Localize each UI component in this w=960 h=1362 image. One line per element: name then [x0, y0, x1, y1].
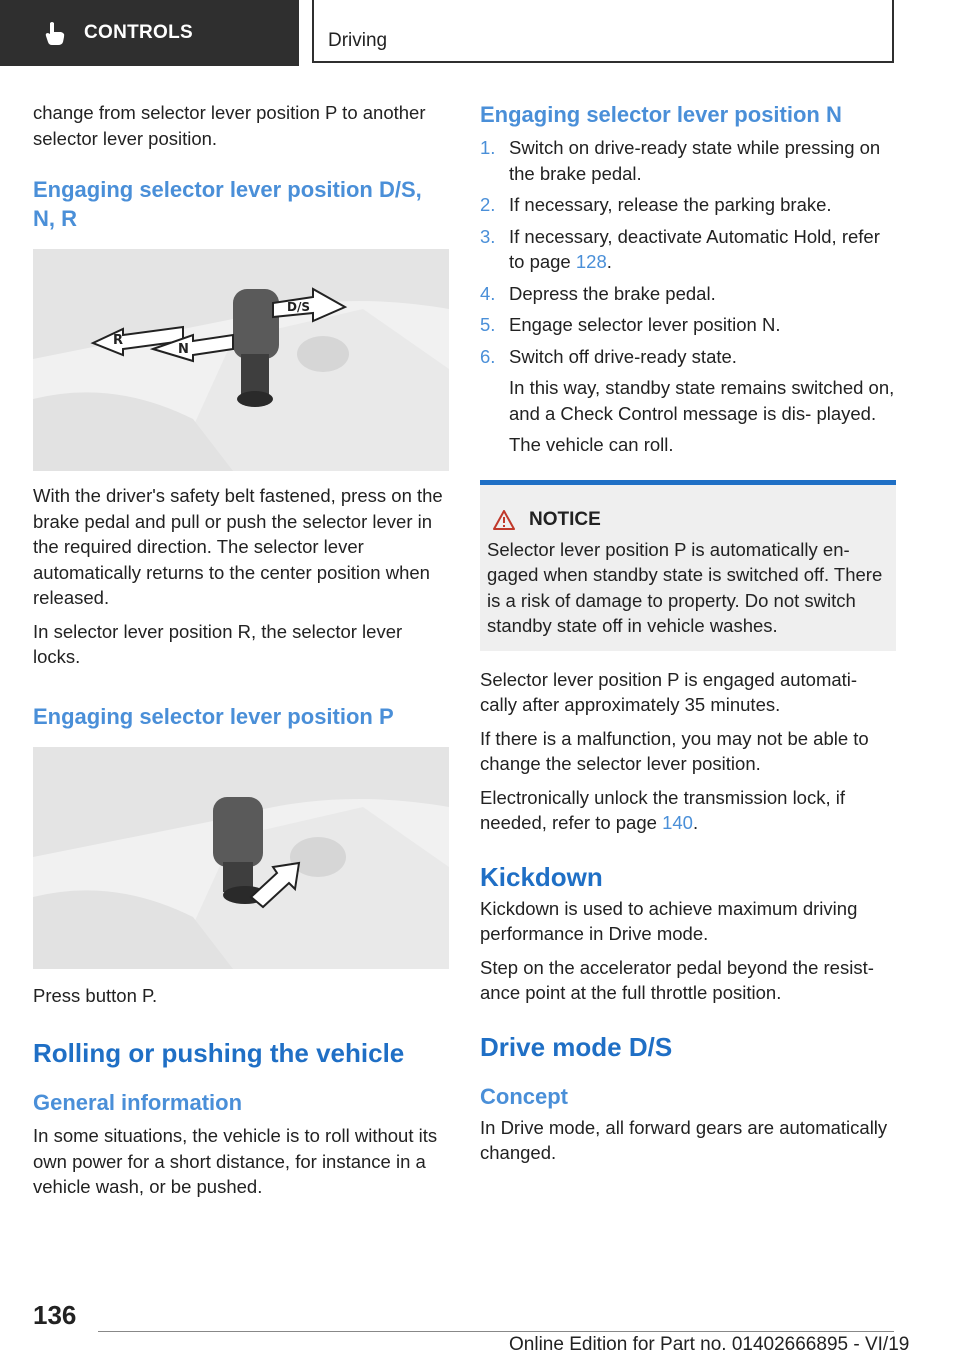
paragraph-auto-p: Selector lever position P is engaged automati‐ cally after approximately 35 minutes. — [480, 668, 858, 715]
paragraph-concept: In Drive mode, all forward gears are automatically changed. — [480, 1116, 888, 1163]
warning-icon — [493, 510, 515, 530]
left-column — [33, 100, 449, 1208]
footer-divider — [98, 1331, 894, 1332]
paragraph-rolling: In some situations, the vehicle is to roll without its own power for a short distance, for instance in a vehicle wash, or be pushed. — [33, 1125, 438, 1197]
heading-position-p: Engaging selector lever position P — [33, 703, 394, 729]
step-note: In this way, standby state remains switched on, and a Check Control message is dis‐ played. — [509, 377, 895, 424]
paragraph-kickdown: Kickdown is used to achieve maximum driving performance in Drive mode. — [480, 897, 858, 944]
page-link-128[interactable]: 128 — [575, 251, 607, 272]
right-column — [480, 100, 896, 1174]
hand-pointer-icon — [44, 21, 66, 45]
fig-label-n: N — [178, 342, 189, 357]
selector-lever-dsnr-illustration — [33, 249, 449, 471]
list-item: 6. Switch off drive-ready state. In this way, standby state remains switched on, and a Check Control message is dis‐ played. The vehicle can roll. — [480, 344, 896, 458]
chapter-tab[interactable] — [0, 0, 299, 66]
steps-list — [480, 135, 896, 458]
chapter-label: CONTROLS — [84, 22, 194, 43]
fig-label-r: R — [113, 333, 124, 348]
paragraph-press-p: Press button P. — [33, 984, 158, 1006]
selector-lever-p-illustration — [33, 747, 449, 969]
heading-general-info: General information — [33, 1090, 243, 1115]
section-header — [312, 0, 894, 63]
list-item: 2. If necessary, release the parking brake. — [480, 194, 832, 215]
paragraph-unlock: Electronically unlock the transmission lock, if needed, refer to page 140. — [480, 786, 846, 833]
footer-edition: Online Edition for Part no. 01402666895 - VI/19 — [509, 1334, 910, 1355]
intro-text: change from selector lever position P to another selector lever position. — [33, 102, 426, 149]
step-note: The vehicle can roll. — [509, 434, 674, 455]
paragraph-malfunction: If there is a malfunction, you may not be able to change the selector lever position. — [480, 727, 869, 774]
paragraph-accelerator: Step on the accelerator pedal beyond the resist‐ ance point at the full throttle position. — [480, 956, 874, 1003]
notice-box — [480, 480, 896, 651]
notice-title: NOTICE — [487, 509, 888, 531]
list-item: 4. Depress the brake pedal. — [480, 282, 716, 304]
paragraph-pull-push: With the driver's safety belt fastened, press on the brake pedal and pull or push the selector lever in the required direction. The selector lever automatically returns to the center position when released. — [33, 485, 443, 608]
list-item: 3. If necessary, deactivate Automatic Hold, refer to page 128. — [480, 225, 880, 272]
heading-concept: Concept — [480, 1083, 568, 1109]
fig-label-ds: D/S — [287, 300, 310, 314]
paragraph-r-locks: In selector lever position R, the selector lever locks. — [33, 620, 403, 667]
heading-rolling: Rolling or pushing the vehicle — [33, 1038, 405, 1068]
notice-text: Selector lever position P is automatically en‐ gaged when standby state is switched off. There is a risk of damage to property. Do not switch standby state off in vehicle washes. — [487, 538, 883, 636]
heading-kickdown: Kickdown — [480, 861, 603, 892]
section-label: Driving — [328, 30, 388, 51]
list-item: 5. Engage selector lever position N. — [480, 314, 781, 335]
heading-dsnr: Engaging selector lever position D/S, N, R — [33, 177, 422, 231]
heading-drive-mode: Drive mode D/S — [480, 1031, 673, 1062]
heading-position-n: Engaging selector lever position N — [480, 102, 842, 127]
page-number: 136 — [33, 1300, 77, 1330]
page-link-140[interactable]: 140 — [662, 812, 693, 833]
page-header — [0, 0, 960, 66]
list-item: 1. Switch on drive-ready state while pressing on the brake pedal. — [480, 137, 881, 184]
